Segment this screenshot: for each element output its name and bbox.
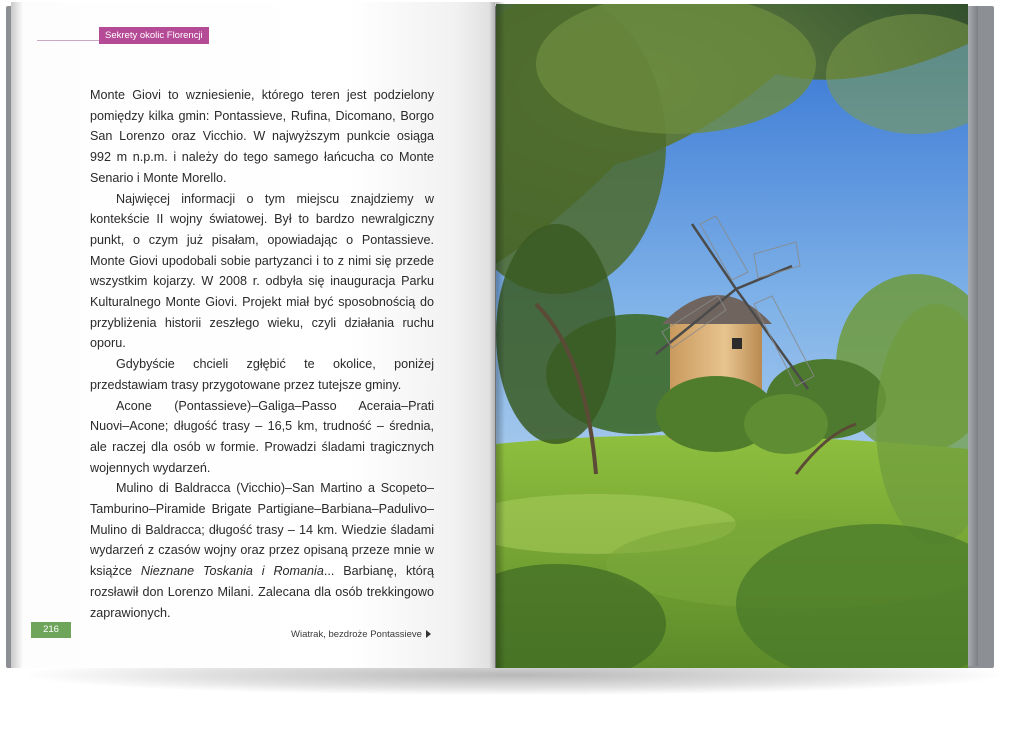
paragraph-route-acone: Acone (Pontassieve)–Galiga–Passo Aceraia–Prati Nuovi–Acone; długość trasy – 16,5 km, trudność – średnia, ale raczej dla osób w formie. Prowadzi śladami tragicznych wojennych wydarzeń. xyxy=(90,398,434,475)
body-text xyxy=(90,85,434,623)
book-spine xyxy=(489,2,505,668)
triangle-right-icon xyxy=(426,630,431,638)
right-page-photo xyxy=(496,4,968,668)
paragraph-route-mulino xyxy=(90,478,434,623)
route-mulino-text-end: ... Barbianę, którą rozsławił don Lorenzo Milani. Zalecana dla osób trekkingowo zaprawionych. xyxy=(90,564,434,620)
page-edge-right xyxy=(968,6,978,666)
book-title: Nieznane Toskania i Romania xyxy=(140,564,324,579)
paragraph-monte-giovi: Monte Giovi to wzniesienie, którego teren jest podzielony pomiędzy kilka gmin: Pontassieve, Rufina, Dicomano, Borgo San Lorenzo oraz Vicchio. W najwyższym punkcie osiąga 992 m n.p.m. i należy do tego samego łańcucha co Monte Senario i Monte Morello. xyxy=(90,88,434,185)
windmill-photo xyxy=(496,4,968,668)
page-number: 216 xyxy=(31,622,71,638)
header-rule xyxy=(37,40,99,41)
caption-text: Wiatrak, bezdroże Pontassieve xyxy=(291,629,422,640)
photo-caption xyxy=(291,629,431,640)
chapter-tag: Sekrety okolic Florencji xyxy=(99,27,209,44)
left-page xyxy=(11,2,495,668)
paragraph-history: Najwięcej informacji o tym miejscu znajdziemy w kontekście II wojny światowej. Był to bardzo newralgiczny punkt, o czym już pisałam, opowiadając o Pontassieve. Monte Giovi upodobali sobie partyzanci i to z nimi się przede wszystkim kojarzy. W 2008 r. odbyła się inauguracja Parku Kulturalnego Monte Giovi. Projekt miał być sposobnością do przybliżenia historii zeszłego wieku, czyli działania ruchu oporu. xyxy=(90,191,434,351)
paragraph-routes-intro: Gdybyście chcieli zgłębić te okolice, poniżej przedstawiam trasy przygotowane przez tutejsze gminy. xyxy=(90,357,434,392)
page-edge-shade xyxy=(11,2,23,668)
route-mulino-text: Mulino di Baldracca (Vicchio)–San Martino a Scopeto–Tamburino–Piramide Brigate Partigiane–Barbiana–Padulivo–Mulino di Baldracca; długość trasy – 14 km. Wiedzie śladami wydarzeń z czasów wojny oraz przez opisaną przeze mnie w książce xyxy=(90,481,434,579)
